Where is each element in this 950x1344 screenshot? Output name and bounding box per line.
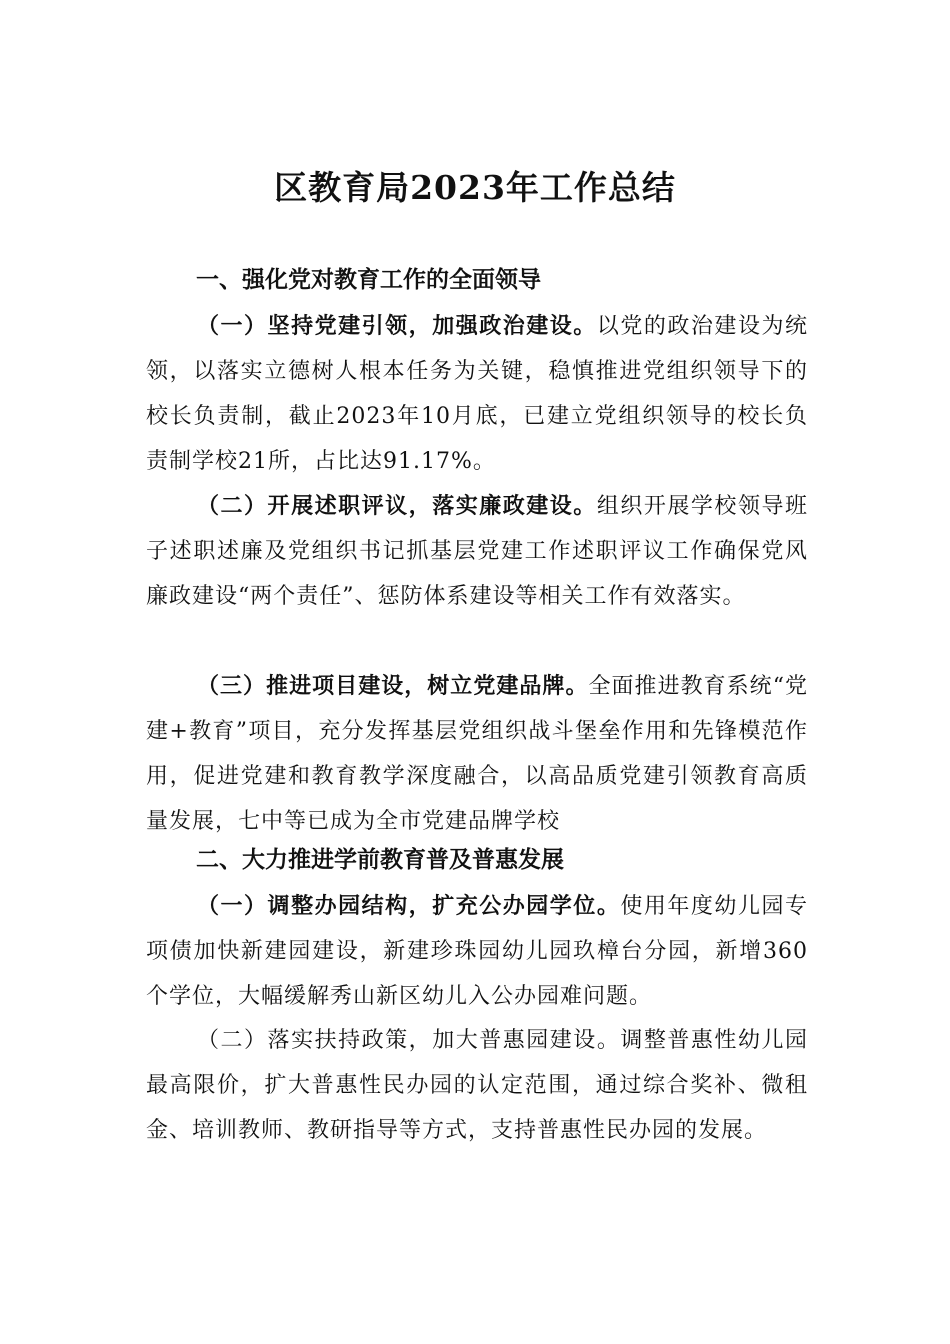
paragraph-lead: （二）落实扶持政策，加大普惠园建设。	[197, 1028, 621, 1053]
paragraph-body: 全面推进教育系统“党建+教育”项目，充分发挥基层党组织战斗堡垒作用和先锋模范作用，促进党建和教育教学深度融合，以高品质党建引领教育高质量发展，七中等已成为全市党建品牌学校	[146, 674, 808, 834]
paragraph-body: 调整普惠性幼儿园最高限价，扩大普惠性民办园的认定范围，通过综合奖补、微租金、培训教师、教研指导等方式，支持普惠性民办园的发展。	[146, 1028, 808, 1143]
paragraph-2-1	[146, 884, 808, 1019]
paragraph-1-3	[146, 664, 808, 844]
document-title: 区教育局2023年工作总结	[274, 168, 676, 207]
paragraph-lead: （二）开展述职评议，落实廉政建设。	[197, 493, 597, 519]
paragraph-1-1	[146, 304, 808, 484]
section-heading-2: 二、大力推进学前教育普及普惠发展	[196, 847, 564, 873]
paragraph-lead: （一）坚持党建引领，加强政治建设。	[197, 313, 597, 339]
paragraph-lead: （一）调整办园结构，扩充公办园学位。	[197, 893, 621, 919]
paragraph-2-2	[146, 1018, 808, 1153]
section-heading-1: 一、强化党对教育工作的全面领导	[196, 267, 541, 293]
paragraph-body: 组织开展学校领导班子述职述廉及党组织书记抓基层党建工作述职评议工作确保党风廉政建设“两个责任”、惩防体系建设等相关工作有效落实。	[146, 494, 808, 609]
paragraph-lead: （三）推进项目建设，树立党建品牌。	[197, 673, 589, 699]
paragraph-1-2	[146, 484, 808, 619]
paragraph-body: 使用年度幼儿园专项债加快新建园建设，新建珍珠园幼儿园玖樟台分园，新增360个学位，大幅缓解秀山新区幼儿入公办园难问题。	[146, 894, 808, 1009]
paragraph-body: 以党的政治建设为统领，以落实立德树人根本任务为关键，稳慎推进党组织领导下的校长负责制，截止2023年10月底，已建立党组织领导的校长负责制学校21所，占比达91.17%。	[146, 314, 808, 474]
